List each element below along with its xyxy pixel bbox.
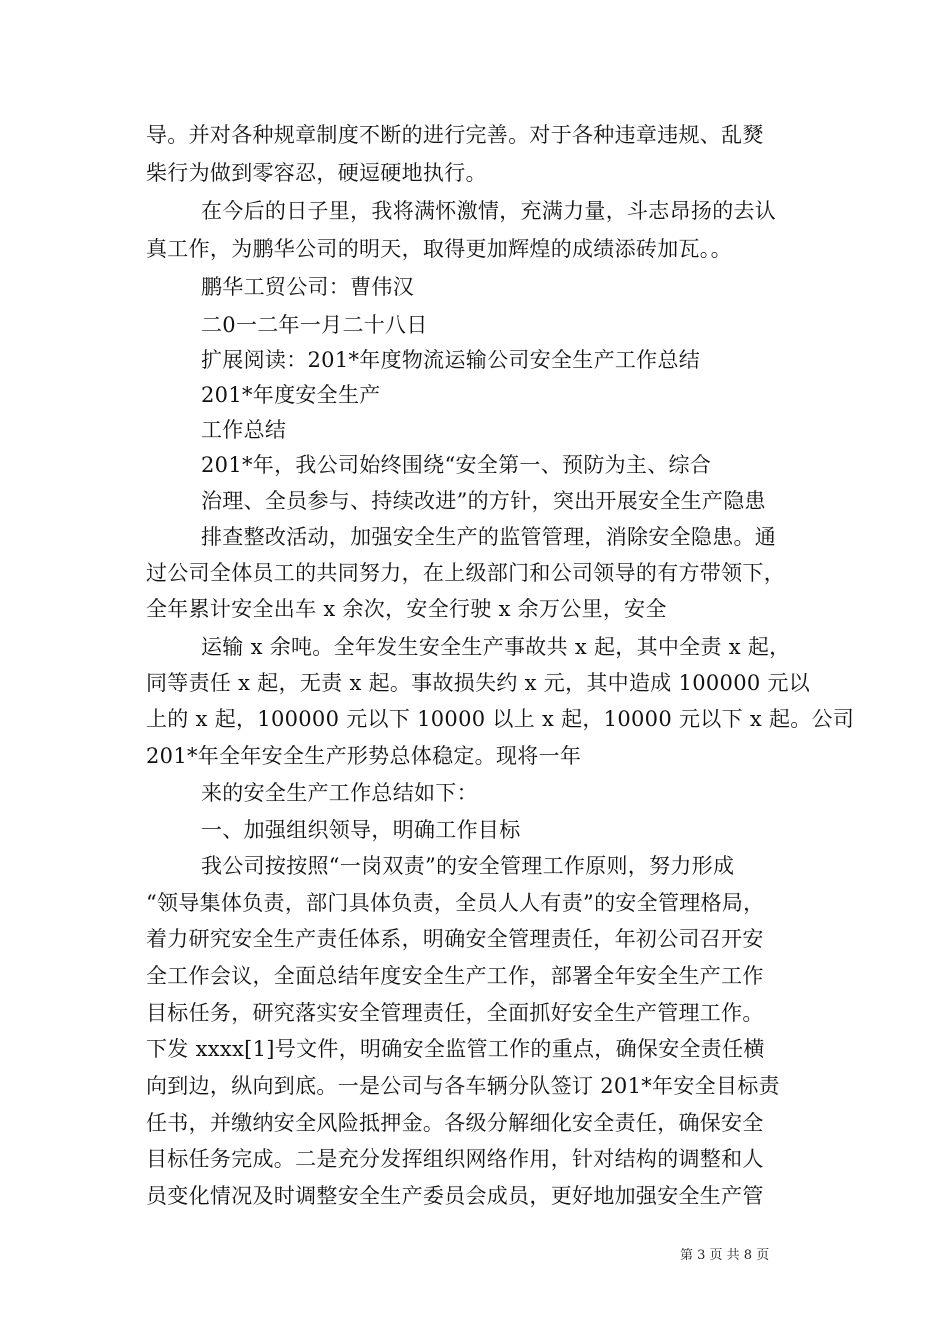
text-line: 201*年全年安全生产形势总体稳定。现将一年 [146, 744, 582, 768]
text-line: 员变化情况及时调整安全生产委员会成员，更好地加强安全生产管 [146, 1184, 764, 1208]
text-line: 来的安全生产工作总结如下： [201, 781, 478, 805]
text-line: 运输 x 余吨。全年发生安全生产事故共 x 起，其中全责 x 起， [201, 635, 791, 659]
text-line: 治理、全员参与、持续改进”的方针，突出开展安全生产隐患 [201, 489, 766, 513]
text-line: 柴行为做到零容忍，硬逗硬地执行。 [146, 161, 487, 185]
text-line: 鹏华工贸公司：曹伟汉 [201, 275, 414, 299]
text-line: 着力研究安全生产责任体系，明确安全管理责任，年初公司召开安 [146, 927, 764, 951]
section-heading: 一、加强组织领导，明确工作目标 [201, 818, 521, 842]
text-line: 扩展阅读：201*年度物流运输公司安全生产工作总结 [201, 348, 701, 372]
text-line: 同等责任 x 起，无责 x 起。事故损失约 x 元，其中造成 100000 元以 [146, 671, 811, 695]
text-line: 201*年度安全生产 [201, 383, 381, 407]
text-line: 下发 xxxx[1]号文件，明确安全监管工作的重点，确保安全责任横 [146, 1037, 765, 1061]
text-line: 上的 x 起，100000 元以下 10000 以上 x 起，10000 元以下 x 起。公司 [146, 707, 855, 731]
text-line: 过公司全体员工的共同努力，在上级部门和公司领导的有方带领下， [146, 561, 785, 585]
text-line: 全工作会议，全面总结年度安全生产工作，部署全年安全生产工作 [146, 964, 764, 988]
text-line: 导。并对各种规章制度不断的进行完善。对于各种违章违规、乱燹 [146, 123, 764, 147]
text-line: 我公司按按照“一岗双责”的安全管理工作原则，努力形成 [201, 854, 735, 878]
text-line: 目标任务完成。二是充分发挥组织网络作用，针对结构的调整和人 [146, 1147, 764, 1171]
text-line: 全年累计安全出车 x 余次，安全行驶 x 余万公里，安全 [146, 597, 667, 621]
text-line: 向到边，纵向到底。一是公司与各车辆分队签订 201*年安全目标责 [146, 1074, 780, 1098]
page-number-footer: 第 3 页 共 8 页 [680, 1248, 770, 1263]
text-line: “领导集体负责，部门具体负责，全员人人有责”的安全管理格局， [146, 891, 765, 915]
text-line: 二0一二年一月二十八日 [201, 313, 428, 337]
text-line: 真工作，为鹏华公司的明天，取得更加辉煌的成绩添砖加瓦。。 [146, 237, 732, 261]
text-line: 排查整改活动，加强安全生产的监管管理，消除安全隐患。通 [201, 525, 777, 549]
text-line: 201*年，我公司始终围绕“安全第一、预防为主、综合 [201, 453, 712, 477]
text-line: 目标任务，研究落实安全管理责任，全面抓好安全生产管理工作。 [146, 1001, 764, 1025]
text-line: 任书，并缴纳安全风险抵押金。各级分解细化安全责任，确保安全 [146, 1111, 764, 1135]
text-line: 工作总结 [201, 418, 287, 442]
text-line: 在今后的日子里，我将满怀激情，充满力量，斗志昂扬的去认 [201, 199, 777, 223]
